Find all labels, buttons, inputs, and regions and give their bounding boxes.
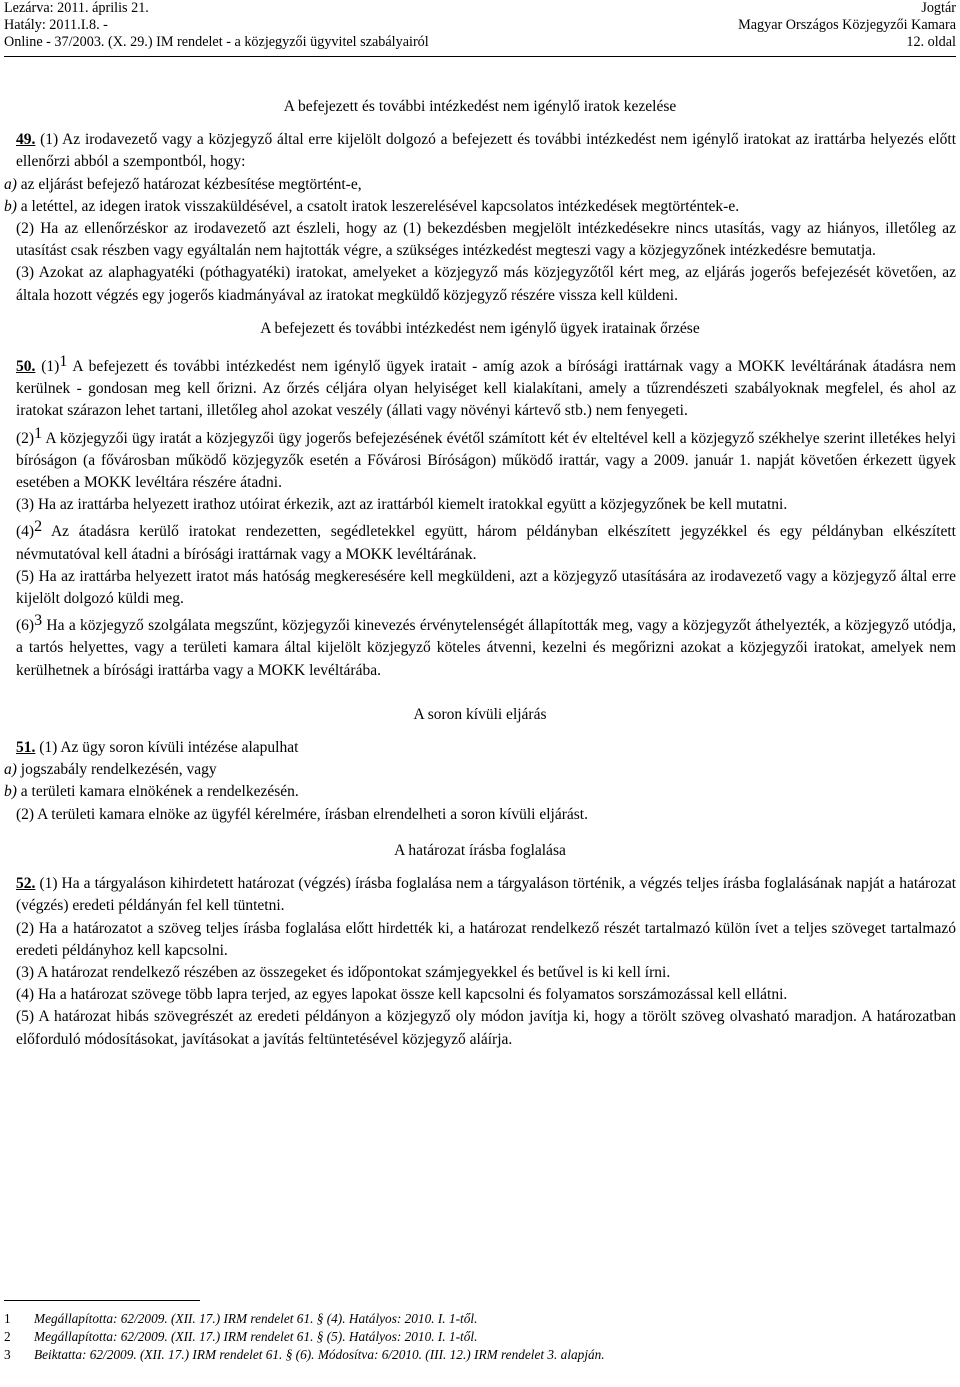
section-49-paragraph-3: (3) Azokat az alaphagyatéki (póthagyatéki) iratokat, amelyeket a közjegyző más közjegyzőtől kért meg, az eljárás jogerős befejezését követően, az általa hozott végzés egy jogerős kiadmányával az iratokat megküldő közjegyző részére vissza kell küldeni. <box>16 264 956 304</box>
section-51-heading: A soron kívüli eljárás <box>413 705 547 723</box>
footnote-number: 3 <box>4 1347 11 1362</box>
footnote-text: Beiktatta: 62/2009. (XII. 17.) IRM rendelet 61. § (6). Módosítva: 6/2010. (III. 12.) IRM rendelet 3. alapján. <box>34 1347 605 1362</box>
section-52-paragraph-5: (5) A határozat hibás szövegrészét az eredeti példányon a közjegyző oly módon javítja ki, hogy a törölt szöveg olvasható maradjon. A határozatban előforduló módosításokat, javításokat a javítás feltüntetésével közjegyző aláírja. <box>16 1008 956 1048</box>
section-51-number: 51. <box>16 739 36 757</box>
footnote-text: Megállapította: 62/2009. (XII. 17.) IRM rendelet 61. § (5). Hatályos: 2010. I. 1-től. <box>34 1329 478 1344</box>
section-50-paragraph-1: 50. (1)1 A befejezett és további intézkedést nem igénylő ügyek iratait - amíg azok a bírósági irattárnak vagy a MOKK levéltárának átadásra nem kerülnek - gondosan meg kell őrizni. Az őrzés céljára olyan helyiséget kell kialakítani, amely a tűzrendészeti szabályoknak megfelel, és ahol az iratokat szárazon lehet tartani, illetőleg ahol azokat veszély (állati vagy növényi kártevő stb.) nem fenyegeti. <box>16 353 957 420</box>
section-50-heading: A befejezett és további intézkedést nem igénylő ügyek iratainak őrzése <box>260 319 700 337</box>
section-52-paragraph-1: 52. (1) Ha a tárgyaláson kihirdetett határozat (végzés) írásba foglalása nem a tárgyaláson történik, a végzés teljes írásba foglalásának napját a határozat (végzés) eredeti példányán fel kell tüntetni. <box>16 875 957 915</box>
section-50-number: 50. <box>16 358 36 376</box>
footnote-ref-1: 1 <box>34 424 43 442</box>
footnote-ref-3: 3 <box>34 612 43 630</box>
section-50-paragraph-3: (3) Ha az irattárba helyezett irathoz utóirat érkezik, azt az irattárból kiemelt iratokkal együtt a közjegyzőnek be kell mutatni. <box>16 496 788 514</box>
section-50-paragraph-5: (5) Ha az irattárba helyezett iratot más hatóság megkeresésére kell megküldeni, azt a közjegyző utasítására az irodavezető vagy a közjegyző által erre kijelölt dolgozó küldi meg. <box>16 567 956 608</box>
header-page-number: 12. oldal <box>906 34 956 50</box>
header-divider <box>4 56 956 57</box>
section-51-paragraph-2: (2) A területi kamara elnöke az ügyfél kérelmére, írásban elrendelheti a soron kívüli eljárást. <box>16 805 588 823</box>
section-52-paragraph-2: (2) Ha a határozatot a szöveg teljes írásba foglalása előtt hirdették ki, a határozat rendelkező részét tartalmazó külön ívet a teljes szöveget tartalmazó eredeti példányhoz kell kapcsolni. <box>16 919 956 959</box>
section-49-point-b: b) a letéttel, az idegen iratok visszaküldésével, a csatolt iratok leszerelésével kapcsolatos intézkedések megtörténtek-e. <box>4 197 740 215</box>
section-49-paragraph-2: (2) Ha az ellenőrzéskor az irodavezető azt észleli, hogy az (1) bekezdésben megjelölt intézkedésekre nincs utasítás, vagy az hiányos, illetőleg az utasítást csak részben vagy egyáltalán nem hajtották végre, a szükséges intézkedést megteszi vagy a közjegyzőnek intézkedésre bemutatja. <box>16 220 956 260</box>
section-51-paragraph-1: 51. (1) Az ügy soron kívüli intézése alapulhat <box>16 739 299 757</box>
section-50-paragraph-6: (6)3 Ha a közjegyző szolgálata megszűnt, közjegyzői kinevezés érvénytelenségét állapították meg, vagy a közjegyzőt áthelyezték, a közjegyző utódja, a tartós helyettes, vagy a területi kamara által kijelölt közjegyző köteles átvenni, kezelni és megőrizni azokat a közjegyzői iratokat, amelyek nem kerülhetnek a bírósági irattárba vagy a MOKK levéltárába. <box>16 612 956 679</box>
footnote-number: 2 <box>4 1329 11 1344</box>
header-organization: Magyar Országos Közjegyzői Kamara <box>738 17 956 33</box>
section-52-paragraph-4: (4) Ha a határozat szövege több lapra terjed, az egyes lapokat össze kell kapcsolni és folyamatos sorszámozással kell ellátni. <box>16 986 788 1004</box>
section-50-paragraph-2: (2)1 A közjegyzői ügy iratát a közjegyzői ügy jogerős befejezésének évétől számított két év elteltével kell a közjegyző székhelye szerint illetékes helyi bíróságon (a fővárosban működő közjegyzők esetén a Fővárosi Bíróságon) működő irattár, vagy a 2009. január 1. napját követően érkezett ügyek esetében a MOKK levéltára részére átadni. <box>16 424 956 492</box>
section-51-point-a: a) jogszabály rendelkezésén, vagy <box>4 761 217 779</box>
header-publisher: Jogtár <box>921 0 956 16</box>
document-body <box>4 96 956 1051</box>
header-effective-date: Hatály: 2011.I.8. - <box>4 17 108 33</box>
section-50-paragraph-4: (4)2 Az átadásra kerülő iratokat rendezetten, segédletekkel együtt, három példányban elkészített jegyzékkel és egy példányban elkészített névmutatóval kell átadni a bírósági irattárnak vagy a MOKK levéltárának. <box>16 518 956 563</box>
footnote-ref-1: 1 <box>59 353 68 371</box>
section-52-number: 52. <box>16 875 36 893</box>
section-49-number: 49. <box>16 131 36 149</box>
footnote-3 <box>4 1346 956 1364</box>
footnote-divider <box>4 1300 200 1301</box>
section-52-heading: A határozat írásba foglalása <box>394 841 566 859</box>
section-51-point-b: b) a területi kamara elnökének a rendelkezésén. <box>4 783 299 801</box>
footnote-number: 1 <box>4 1311 11 1326</box>
footnote-1 <box>4 1310 956 1328</box>
footnotes <box>4 1300 956 1364</box>
page-header <box>4 0 956 51</box>
header-closed-date: Lezárva: 2011. április 21. <box>4 0 149 16</box>
header-document-title: Online - 37/2003. (X. 29.) IM rendelet - a közjegyzői ügyvitel szabályairól <box>4 34 429 50</box>
footnote-ref-2: 2 <box>34 518 43 536</box>
footnote-text: Megállapította: 62/2009. (XII. 17.) IRM rendelet 61. § (4). Hatályos: 2010. I. 1-től. <box>34 1311 478 1326</box>
section-49-point-a: a) az eljárást befejező határozat kézbesítése megtörtént-e, <box>4 175 362 193</box>
section-49-heading: A befejezett és további intézkedést nem igénylő iratok kezelése <box>283 98 677 115</box>
section-49-paragraph-1: 49. (1) Az irodavezető vagy a közjegyző által erre kijelölt dolgozó a befejezett és további intézkedést nem igénylő iratokat az irattárba helyezés előtt ellenőrzi abból a szempontból, hogy: <box>16 131 956 171</box>
section-52-paragraph-3: (3) A határozat rendelkező részében az összegeket és időpontokat számjegyekkel és betűvel is ki kell írni. <box>16 963 671 981</box>
footnote-2 <box>4 1328 956 1346</box>
